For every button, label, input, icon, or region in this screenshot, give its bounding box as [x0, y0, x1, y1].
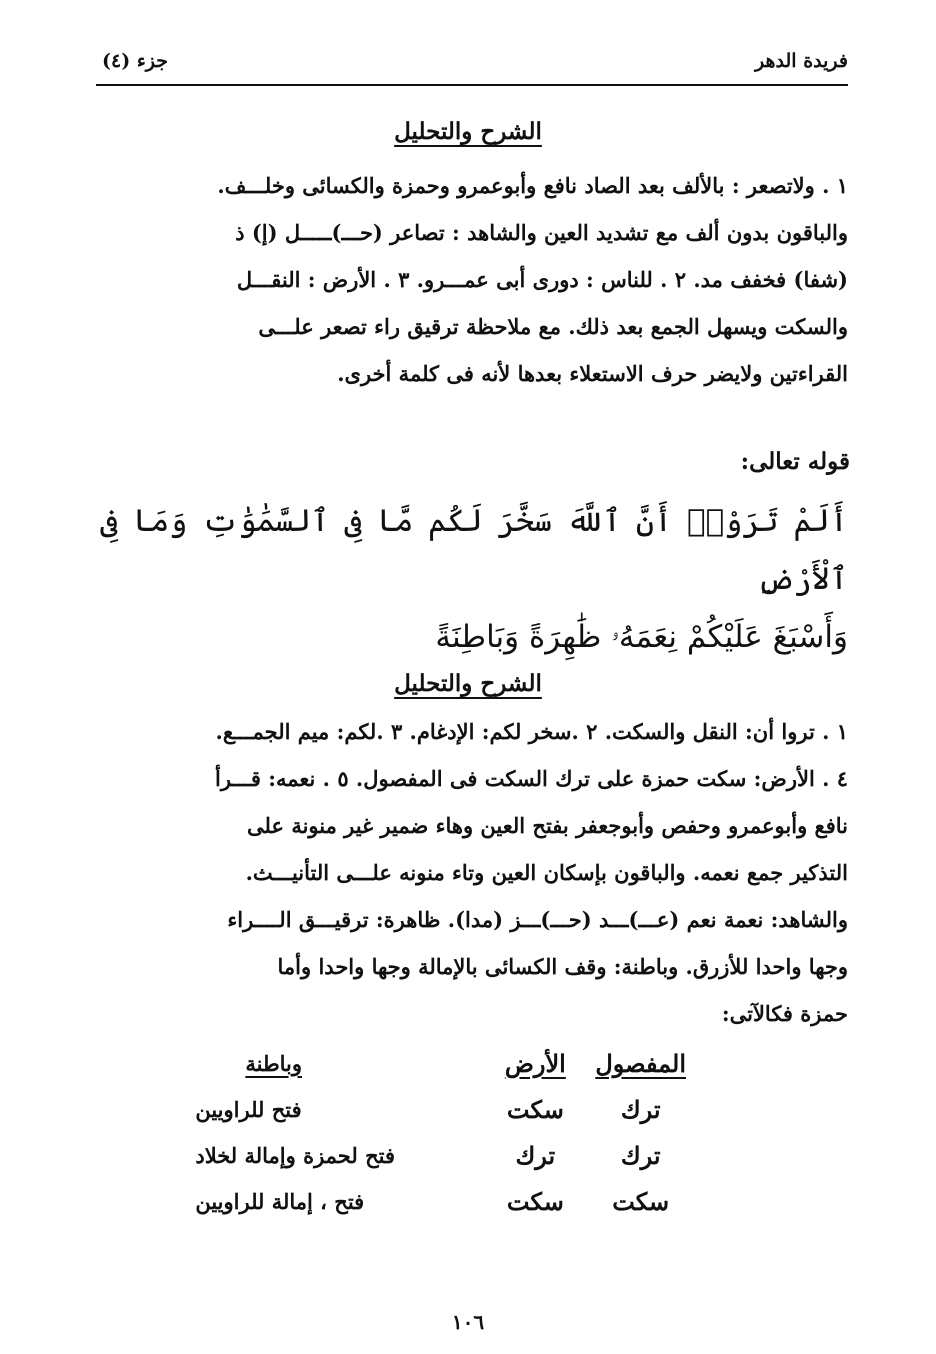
text-line: (شفا) فخفف مد. ٢ . للناس : دورى أبى عمـــرو. ٣ . الأرض : النقـــل: [236, 267, 848, 292]
text-line: التذكير جمع نعمه. والباقون بإسكان العين وتاء منونه علـــى التأنيـــث.: [245, 860, 848, 885]
table-cell: ترك: [515, 1140, 556, 1170]
table-cell: فتح لحمزة وإمالة لخلاد: [195, 1142, 396, 1168]
table-cell: سكت: [506, 1094, 564, 1124]
commentary-paragraph-1: [100, 162, 848, 397]
table-row: [185, 1132, 696, 1178]
text-line: القراءتين ولايضر حرف الاستعلاء بعدها لأنه فى كلمة أخرى.: [337, 361, 848, 386]
column-header: الأرض: [504, 1048, 566, 1078]
table-cell: سكت: [612, 1186, 670, 1216]
table-cell: ترك: [620, 1094, 661, 1124]
verse-line: أَلَمْ تَرَوْا۟ أَنَّ ٱللَّهَ سَخَّرَ لَكُم مَّا فِى ٱلسَّمَٰوَٰتِ وَمَا فِى ٱلْأَرْضِ: [100, 503, 848, 597]
text-line: نافع وأبوعمرو وحفص وأبوجعفر بفتح العين وهاء ضمير غير منونة على: [247, 813, 848, 838]
column-header: وباطنة: [245, 1050, 303, 1076]
table-row: [185, 1178, 696, 1224]
column-header: المفصول: [595, 1048, 686, 1078]
table-cell: فتح ، إمالة للراويين: [195, 1188, 365, 1214]
table-cell: فتح للراويين: [195, 1096, 302, 1122]
book-title: فريدة الدهر: [755, 50, 848, 72]
text-line: حمزة فكالآتى:: [721, 1001, 848, 1026]
verse-intro: قوله تعالى:: [740, 448, 850, 475]
text-line: ١ . تروا أن: النقل والسكت. ٢ .سخر لكم: الإدغام. ٣ .لكم: ميم الجمـــع.: [215, 719, 848, 744]
verse-line: وَأَسْبَغَ عَلَيْكُمْ نِعَمَهُۥ ظَٰهِرَةً وَبَاطِنَةً: [435, 619, 848, 655]
volume-label: جزء (٤): [102, 50, 168, 72]
page-header: [96, 44, 848, 86]
text-line: والباقون بدون ألف مع تشديد العين والشاهد : تصاعر (حـــ)ـــــل (إ) ذ: [235, 220, 848, 245]
text-line: ١ . ولاتصعر : بالألف بعد الصاد نافع وأبوعمرو وحمزة والكسائى وخلـــف.: [217, 173, 848, 198]
page-number: ١٠٦: [451, 1310, 485, 1334]
section-heading-1: الشرح والتحليل: [394, 118, 542, 145]
recitation-table: [185, 1040, 696, 1224]
table-row: [185, 1086, 696, 1132]
section-heading-2: الشرح والتحليل: [394, 670, 542, 697]
table-cell: سكت: [506, 1186, 564, 1216]
text-line: وجها واحدا للأزرق. وباطنة: وقف الكسائى بالإمالة وجها واحدا وأما: [277, 954, 848, 979]
table-header-row: [185, 1040, 696, 1086]
text-line: والشاهد: نعمة نعم (عـــ)ـــد (حـــ)ـــز (مدا). ظاهرة: ترقيـــق الــــراء: [227, 907, 848, 932]
commentary-paragraph-2: [100, 708, 848, 1037]
quran-verse: [100, 492, 848, 666]
table-cell: ترك: [620, 1140, 661, 1170]
text-line: ٤ . الأرض: سكت حمزة على ترك السكت فى المفصول. ٥ . نعمه: قـــرأ: [215, 766, 848, 791]
text-line: والسكت ويسهل الجمع بعد ذلك. مع ملاحظة ترقيق راء تصعر علـــى: [258, 314, 848, 339]
